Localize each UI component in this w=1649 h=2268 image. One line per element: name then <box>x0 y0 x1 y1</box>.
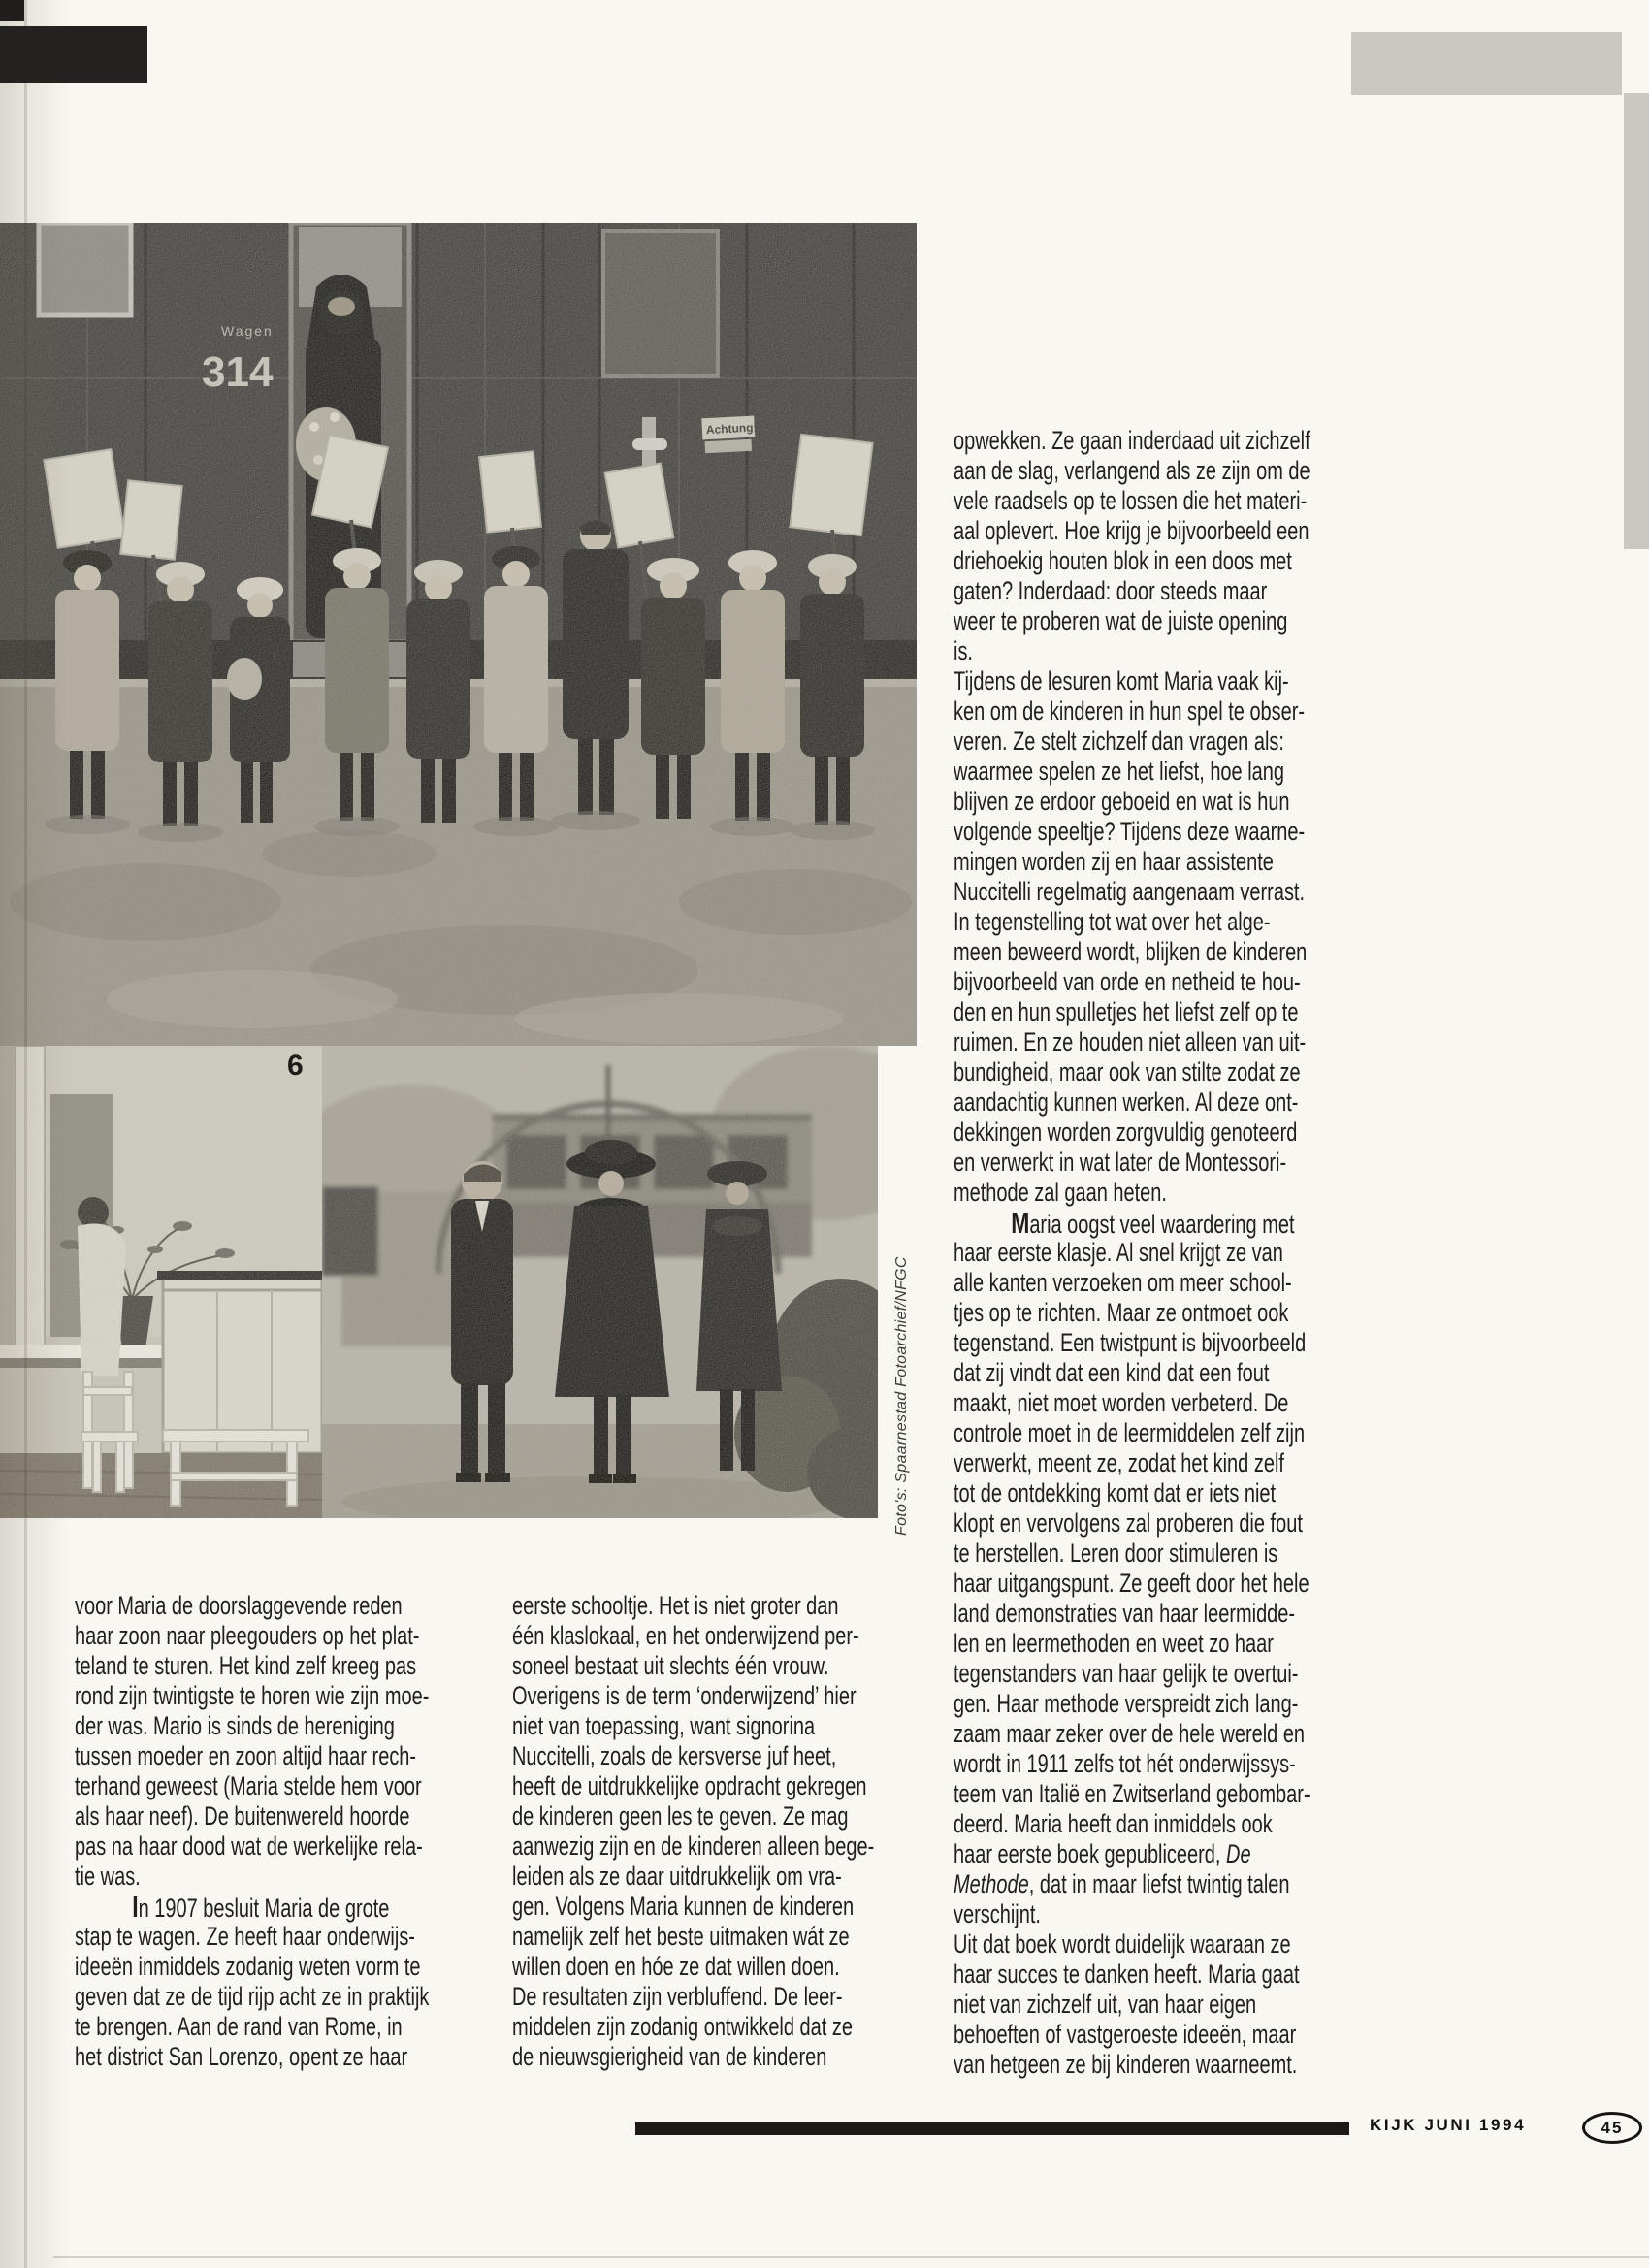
footer-magazine-date: KIJK JUNI 1994 <box>1370 2116 1527 2134</box>
text-line: ken om de kinderen in hun spel te obser- <box>954 697 1306 726</box>
text-line: terhand geweest (Maria stelde hem voor <box>75 1771 422 1800</box>
text-line: volgende speeltje? Tijdens deze waarne- <box>954 817 1306 846</box>
text-line: tegenstand. Een twistpunt is bijvoorbeeld <box>954 1328 1307 1357</box>
corner-frame-vertical <box>1624 93 1649 549</box>
text-line: soneel bestaat uit slechts één vrouw. <box>512 1651 829 1680</box>
text-line: als haar neef). De buitenwereld hoorde <box>75 1801 410 1831</box>
text-line: Methode, dat in maar liefst twintig talen <box>954 1869 1290 1898</box>
text-line: tjes op te richten. Maar ze ontmoet ook <box>954 1298 1289 1327</box>
text-line: tot de ontdekking komt dat er iets niet <box>954 1478 1277 1507</box>
text-line: aan de slag, verlangend als ze zijn om de <box>954 456 1310 485</box>
text-line: driehoekig houten blok in een doos met <box>954 546 1292 575</box>
text-line: Tijdens de lesuren komt Maria vaak kij- <box>954 666 1289 696</box>
header-black-bar <box>0 26 147 83</box>
text-line: land demonstraties van haar leermidde- <box>954 1599 1296 1628</box>
footer-rule-bar <box>635 2122 1349 2135</box>
text-line: gen. Haar methode verspreidt zich lang- <box>954 1689 1299 1718</box>
text-line: eerste schooltje. Het is niet groter dan <box>512 1591 839 1620</box>
text-line: In 1907 besluit Maria de grote <box>132 1890 390 1924</box>
text-line: veren. Ze stelt zichzelf dan vragen als: <box>954 727 1284 756</box>
text-line: Maria oogst veel waardering met <box>1011 1206 1295 1240</box>
text-line: alle kanten verzoeken om meer school- <box>954 1268 1292 1297</box>
text-line: waarmee spelen ze het liefst, hoe lang <box>954 757 1284 786</box>
text-line: heeft de uitdrukkelijke opdracht gekregen <box>512 1771 867 1800</box>
text-line: zaam maar zeker over de hele wereld en <box>954 1719 1306 1748</box>
text-line: de nieuwsgierigheid van de kinderen <box>512 2042 827 2071</box>
text-line: aal oplevert. Hoe krijg je bijvoorbeeld een <box>954 516 1310 545</box>
text-line: tie was. <box>75 1862 141 1891</box>
text-line: bundigheid, maar ook van stilte zodat ze <box>954 1057 1301 1086</box>
text-line: de kinderen geen les te geven. Ze mag <box>512 1801 849 1831</box>
text-line: rond zijn twintigste te horen wie zijn moe- <box>75 1681 430 1710</box>
text-line: middelen zijn zodanig ontwikkeld dat ze <box>512 2012 853 2041</box>
text-line: niet van toepassing, want signorina <box>512 1711 816 1740</box>
text-line: aanwezig zijn en de kinderen alleen bege- <box>512 1831 875 1861</box>
text-line: willen doen en hóe ze dat willen doen. <box>512 1952 840 1981</box>
text-line: dekkingen worden zorgvuldig genoteerd <box>954 1118 1298 1147</box>
text-line: leiden als ze daar uitdrukkelijk om vra- <box>512 1862 842 1891</box>
text-line: vele raadsels op te lossen die het materi- <box>954 486 1308 515</box>
text-line: Overigens is de term ‘onderwijzend’ hier <box>512 1681 857 1710</box>
text-line: en verwerkt in wat later de Montessori- <box>954 1148 1287 1177</box>
article-column-right <box>954 426 1310 2080</box>
text-line: Nuccitelli regelmatig aangenaam verrast. <box>954 877 1306 906</box>
text-line: gaten? Inderdaad: door steeds maar <box>954 576 1268 605</box>
corner-frame-horizontal <box>1351 32 1622 95</box>
text-line: deerd. Maria heeft dan inmiddels ook <box>954 1809 1273 1838</box>
text-line: meen beweerd wordt, blijken de kinderen <box>954 937 1308 966</box>
text-line: den en hun spulletjes het liefst zelf op te <box>954 997 1299 1026</box>
text-line: In tegenstelling tot wat over het alge- <box>954 907 1271 936</box>
article-column-left <box>75 1591 429 2072</box>
text-line: bijvoorbeeld van orde en netheid te hou- <box>954 967 1301 996</box>
text-line: aandachtig kunnen werken. Al deze ont- <box>954 1087 1299 1117</box>
text-line: De resultaten zijn verbluffend. De leer- <box>512 1982 843 2011</box>
text-line: teem van Italië en Zwitserland gebombar- <box>954 1779 1310 1808</box>
text-line: haar succes te danken heeft. Maria gaat <box>954 1960 1300 1989</box>
text-line: te brengen. Aan de rand van Rome, in <box>75 2012 403 2041</box>
classroom-photo-art <box>0 1046 322 1518</box>
text-line: van hetgeen ze bij kinderen waarneemt. <box>954 2050 1298 2079</box>
photo-credit: Foto's: Spaarnestad Fotoarchief/NFGC <box>893 1256 910 1536</box>
text-line: controle moet in de leermiddelen zelf zijn <box>954 1418 1306 1447</box>
text-line: namelijk zelf het beste uitmaken wát ze <box>512 1922 850 1951</box>
text-line: geven dat ze de tijd rijp acht ze in praktijk <box>75 1982 430 2011</box>
text-line: haar zoon naar pleegouders op het plat- <box>75 1621 420 1650</box>
text-line: behoeften of vastgeroeste ideeën, maar <box>954 2020 1297 2049</box>
text-line: is. <box>954 636 973 665</box>
text-line: één klaslokaal, en het onderwijzend per- <box>512 1621 859 1650</box>
text-line: voor Maria de doorslaggevende reden <box>75 1591 403 1620</box>
text-line: maakt, niet moet worden verbeterd. De <box>954 1388 1289 1417</box>
train-photo-art <box>0 223 917 1046</box>
text-line: te herstellen. Leren door stimuleren is <box>954 1539 1278 1568</box>
text-line: gen. Volgens Maria kunnen de kinderen <box>512 1892 855 1921</box>
page-number-badge <box>1582 2112 1642 2144</box>
page-number: 45 <box>1600 2118 1624 2137</box>
text-line: verschijnt. <box>954 1899 1041 1928</box>
photo-classroom <box>0 1046 322 1518</box>
figure-number: 6 <box>287 1050 304 1082</box>
text-line: methode zal gaan heten. <box>954 1178 1167 1207</box>
text-line: tussen moeder en zoon altijd haar rech- <box>75 1741 417 1770</box>
text-line: Nuccitelli, zoals de kersverse juf heet, <box>512 1741 837 1770</box>
text-line: haar uitgangspunt. Ze geeft door het hele <box>954 1569 1310 1598</box>
text-line: tegenstanders van haar gelijk te overtui- <box>954 1659 1299 1688</box>
text-line: het district San Lorenzo, opent ze haar <box>75 2042 408 2071</box>
text-line: opwekken. Ze gaan inderdaad uit zichzelf <box>954 426 1310 455</box>
photo-street-walk <box>322 1046 878 1518</box>
text-line: pas na haar dood wat de werkelijke rela- <box>75 1831 423 1861</box>
text-line: mingen worden zij en haar assistente <box>954 847 1274 876</box>
text-line: niet van zichzelf uit, van haar eigen <box>954 1990 1257 2019</box>
article-column-middle <box>512 1591 874 2072</box>
text-line: verwerkt, meent ze, zodat het kind zelf <box>954 1448 1284 1477</box>
text-line: wordt in 1911 zelfs tot hét onderwijssys- <box>954 1749 1296 1778</box>
text-line: der was. Mario is sinds de hereniging <box>75 1711 395 1740</box>
text-line: weer te proberen wat de juiste opening <box>954 606 1288 635</box>
text-line: ideeën inmiddels zodanig weten vorm te <box>75 1952 421 1981</box>
text-line: blijven ze erdoor geboeid en wat is hun <box>954 787 1290 816</box>
text-line: ruimen. En ze houden niet alleen van uit- <box>954 1027 1307 1056</box>
photo-train-platform <box>0 223 917 1046</box>
text-line: klopt en vervolgens zal proberen die fout <box>954 1508 1303 1538</box>
street-photo-art <box>322 1046 878 1518</box>
text-line: haar eerste boek gepubliceerd, De <box>954 1839 1251 1868</box>
corner-black-square <box>0 0 24 21</box>
text-line: haar eerste klasje. Al snel krijgt ze van <box>954 1238 1283 1267</box>
text-line: dat zij vindt dat een kind dat een fout <box>954 1358 1270 1387</box>
scan-bottom-edge <box>53 2256 1649 2258</box>
text-line: stap te wagen. Ze heeft haar onderwijs- <box>75 1922 415 1951</box>
text-line: len en leermethoden en weet zo haar <box>954 1629 1274 1658</box>
text-line: teland te sturen. Het kind zelf kreeg pas <box>75 1651 417 1680</box>
text-line: Uit dat boek wordt duidelijk waaraan ze <box>954 1929 1291 1959</box>
